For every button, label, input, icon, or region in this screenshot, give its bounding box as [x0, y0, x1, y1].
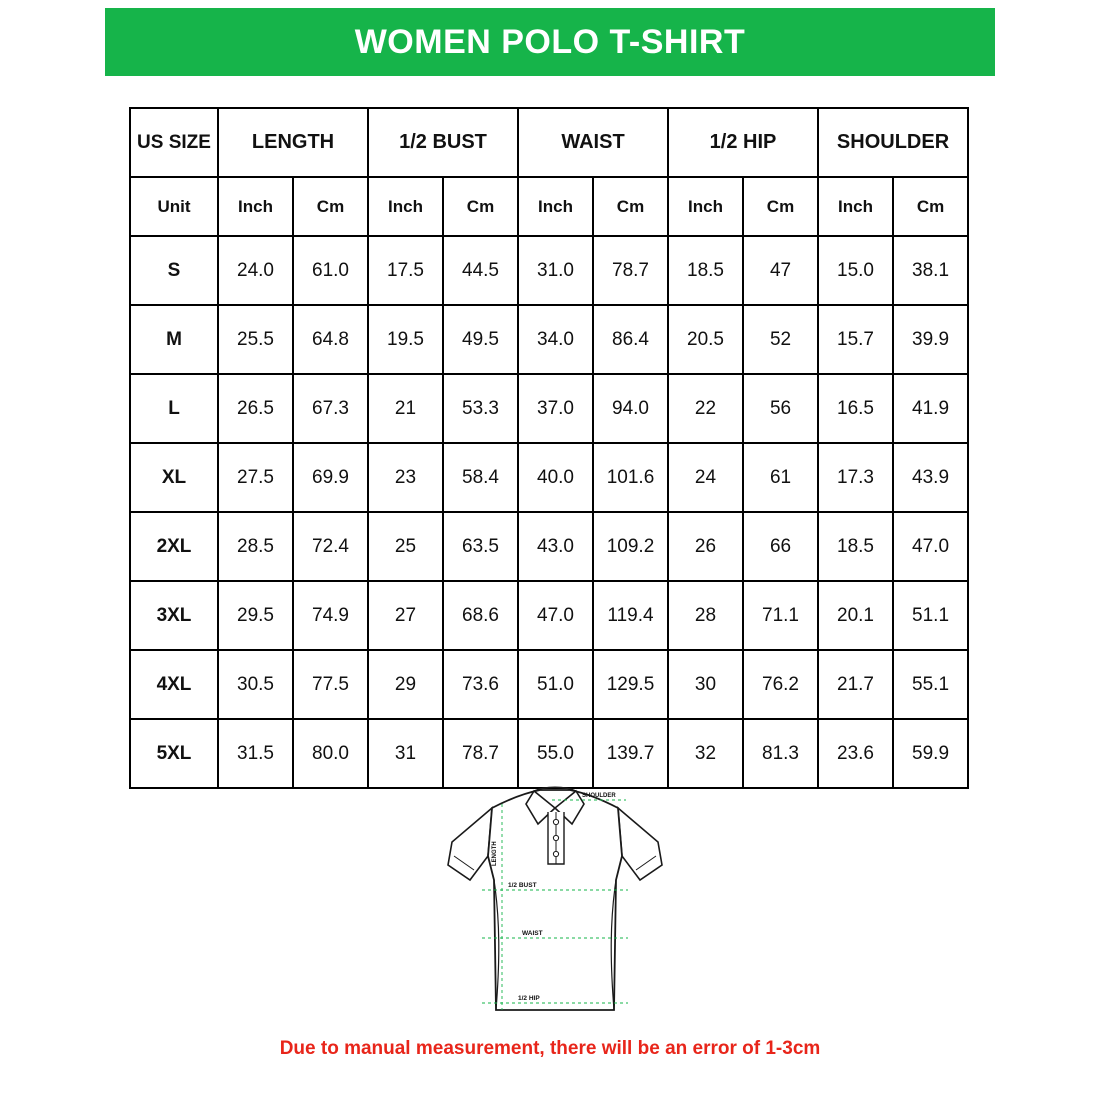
row-size-label: 5XL: [130, 719, 218, 788]
cell-waist-cm: 86.4: [593, 305, 668, 374]
table-row: [130, 650, 968, 719]
cell-shoulder-inch: 18.5: [818, 512, 893, 581]
cell-shoulder-cm: 59.9: [893, 719, 968, 788]
measurement-disclaimer: Due to manual measurement, there will be an error of 1-3cm: [279, 1038, 821, 1059]
cell-shoulder-cm: 39.9: [893, 305, 968, 374]
size-chart-table: [129, 107, 969, 789]
cell-bust-inch: 21: [368, 374, 443, 443]
unit-bust-inch: Inch: [368, 177, 443, 236]
cell-waist-inch: 34.0: [518, 305, 593, 374]
cell-hip-inch: 26: [668, 512, 743, 581]
cell-hip-inch: 30: [668, 650, 743, 719]
unit-hip-inch: Inch: [668, 177, 743, 236]
table-row: [130, 512, 968, 581]
cell-waist-cm: 139.7: [593, 719, 668, 788]
cell-waist-cm: 109.2: [593, 512, 668, 581]
cell-waist-inch: 37.0: [518, 374, 593, 443]
cell-bust-cm: 49.5: [443, 305, 518, 374]
cell-waist-inch: 47.0: [518, 581, 593, 650]
cell-bust-inch: 29: [368, 650, 443, 719]
cell-bust-inch: 23: [368, 443, 443, 512]
cell-length-cm: 67.3: [293, 374, 368, 443]
cell-length-inch: 27.5: [218, 443, 293, 512]
cell-length-inch: 25.5: [218, 305, 293, 374]
cell-bust-cm: 58.4: [443, 443, 518, 512]
cell-shoulder-inch: 15.0: [818, 236, 893, 305]
row-size-label: L: [130, 374, 218, 443]
table-group-header-row: [130, 108, 968, 177]
cell-hip-cm: 61: [743, 443, 818, 512]
cell-bust-inch: 27: [368, 581, 443, 650]
column-header-length: LENGTH: [218, 108, 368, 177]
cell-waist-cm: 101.6: [593, 443, 668, 512]
table-row: [130, 581, 968, 650]
cell-shoulder-cm: 43.9: [893, 443, 968, 512]
cell-bust-inch: 25: [368, 512, 443, 581]
cell-hip-cm: 71.1: [743, 581, 818, 650]
cell-bust-inch: 17.5: [368, 236, 443, 305]
cell-length-inch: 24.0: [218, 236, 293, 305]
diagram-label-half-hip: 1/2 HIP: [518, 995, 540, 1002]
unit-shoulder-cm: Cm: [893, 177, 968, 236]
table-unit-row: [130, 177, 968, 236]
cell-waist-cm: 78.7: [593, 236, 668, 305]
cell-hip-inch: 20.5: [668, 305, 743, 374]
column-header-half-bust: 1/2 BUST: [368, 108, 518, 177]
cell-bust-cm: 68.6: [443, 581, 518, 650]
cell-shoulder-cm: 47.0: [893, 512, 968, 581]
cell-length-cm: 61.0: [293, 236, 368, 305]
cell-waist-inch: 40.0: [518, 443, 593, 512]
row-size-label: 2XL: [130, 512, 218, 581]
cell-hip-inch: 18.5: [668, 236, 743, 305]
cell-bust-cm: 53.3: [443, 374, 518, 443]
cell-hip-cm: 81.3: [743, 719, 818, 788]
cell-bust-cm: 78.7: [443, 719, 518, 788]
cell-length-cm: 74.9: [293, 581, 368, 650]
cell-hip-inch: 28: [668, 581, 743, 650]
row-size-label: M: [130, 305, 218, 374]
cell-waist-inch: 51.0: [518, 650, 593, 719]
cell-shoulder-inch: 15.7: [818, 305, 893, 374]
cell-hip-inch: 32: [668, 719, 743, 788]
cell-shoulder-inch: 17.3: [818, 443, 893, 512]
column-header-waist: WAIST: [518, 108, 668, 177]
cell-length-cm: 72.4: [293, 512, 368, 581]
table-row: [130, 374, 968, 443]
polo-shirt-diagram: [430, 760, 680, 1025]
cell-shoulder-inch: 16.5: [818, 374, 893, 443]
cell-length-inch: 29.5: [218, 581, 293, 650]
cell-bust-cm: 44.5: [443, 236, 518, 305]
cell-hip-cm: 66: [743, 512, 818, 581]
cell-bust-cm: 63.5: [443, 512, 518, 581]
cell-length-cm: 69.9: [293, 443, 368, 512]
diagram-label-half-bust: 1/2 BUST: [508, 882, 537, 889]
column-header-us-size: US SIZE: [130, 108, 218, 177]
cell-length-inch: 26.5: [218, 374, 293, 443]
cell-waist-cm: 119.4: [593, 581, 668, 650]
cell-waist-cm: 94.0: [593, 374, 668, 443]
table-row: [130, 305, 968, 374]
cell-length-inch: 28.5: [218, 512, 293, 581]
cell-hip-cm: 47: [743, 236, 818, 305]
cell-shoulder-cm: 51.1: [893, 581, 968, 650]
cell-length-inch: 31.5: [218, 719, 293, 788]
diagram-label-waist: WAIST: [522, 930, 543, 937]
cell-bust-inch: 19.5: [368, 305, 443, 374]
header-banner: [105, 8, 995, 76]
diagram-label-shoulder: SHOULDER: [582, 793, 616, 799]
cell-length-cm: 77.5: [293, 650, 368, 719]
cell-length-cm: 64.8: [293, 305, 368, 374]
table-row: [130, 443, 968, 512]
unit-length-inch: Inch: [218, 177, 293, 236]
unit-shoulder-inch: Inch: [818, 177, 893, 236]
cell-length-cm: 80.0: [293, 719, 368, 788]
row-size-label: XL: [130, 443, 218, 512]
page-title: WOMEN POLO T-SHIRT: [354, 22, 746, 61]
cell-bust-cm: 73.6: [443, 650, 518, 719]
row-size-label: 3XL: [130, 581, 218, 650]
unit-hip-cm: Cm: [743, 177, 818, 236]
row-size-label: 4XL: [130, 650, 218, 719]
unit-label: Unit: [130, 177, 218, 236]
cell-hip-cm: 76.2: [743, 650, 818, 719]
cell-shoulder-cm: 38.1: [893, 236, 968, 305]
cell-waist-inch: 31.0: [518, 236, 593, 305]
cell-waist-inch: 43.0: [518, 512, 593, 581]
cell-bust-inch: 31: [368, 719, 443, 788]
cell-shoulder-inch: 23.6: [818, 719, 893, 788]
cell-length-inch: 30.5: [218, 650, 293, 719]
size-table-container: [129, 107, 969, 789]
unit-length-cm: Cm: [293, 177, 368, 236]
cell-hip-inch: 22: [668, 374, 743, 443]
row-size-label: S: [130, 236, 218, 305]
column-header-shoulder: SHOULDER: [818, 108, 968, 177]
unit-bust-cm: Cm: [443, 177, 518, 236]
cell-hip-inch: 24: [668, 443, 743, 512]
table-row: [130, 236, 968, 305]
cell-shoulder-inch: 21.7: [818, 650, 893, 719]
diagram-label-length: LENGTH: [492, 841, 498, 866]
cell-waist-inch: 55.0: [518, 719, 593, 788]
cell-waist-cm: 129.5: [593, 650, 668, 719]
cell-shoulder-cm: 41.9: [893, 374, 968, 443]
column-header-half-hip: 1/2 HIP: [668, 108, 818, 177]
cell-shoulder-inch: 20.1: [818, 581, 893, 650]
unit-waist-inch: Inch: [518, 177, 593, 236]
cell-hip-cm: 52: [743, 305, 818, 374]
unit-waist-cm: Cm: [593, 177, 668, 236]
cell-shoulder-cm: 55.1: [893, 650, 968, 719]
cell-hip-cm: 56: [743, 374, 818, 443]
